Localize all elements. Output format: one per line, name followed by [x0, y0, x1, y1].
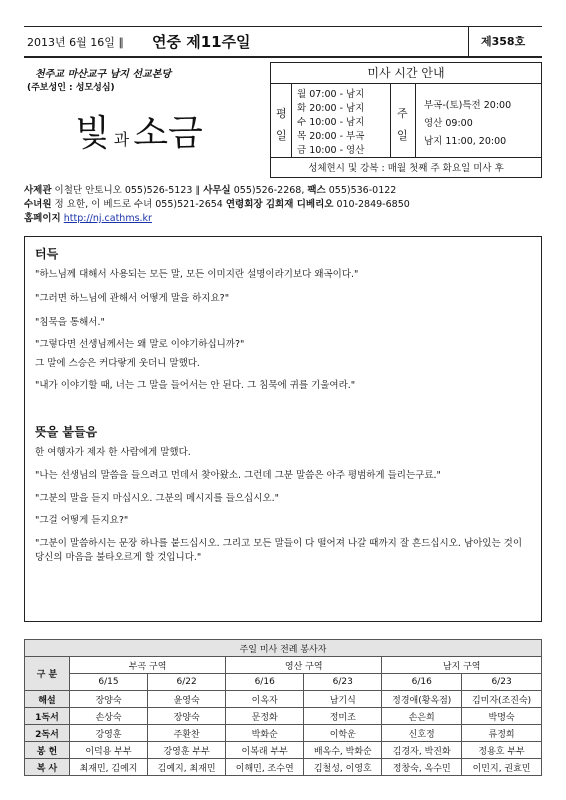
logo-word-light: 빛: [75, 113, 110, 154]
table-cell: 정용호 부부: [462, 742, 542, 759]
table-cell: 최재민, 김예지: [70, 759, 148, 776]
header-top-rule: [24, 26, 542, 27]
schedule-title: 주일 미사 전례 봉사자: [25, 640, 542, 657]
weekday-mass-item: 수 10:00 - 남지: [297, 117, 365, 128]
zone-header: 부곡 구역: [70, 657, 226, 674]
table-row: [25, 691, 542, 708]
bulletin-logo: [75, 105, 203, 156]
date-header: 6/23: [304, 674, 382, 691]
date-header: 6/16: [226, 674, 304, 691]
contact-value: 이철단 안토니오 055)526-5123 ∥: [51, 185, 204, 196]
date-header: 6/23: [462, 674, 542, 691]
table-cell: 손상숙: [70, 708, 148, 725]
contact-info: [24, 184, 410, 226]
weekday-mass-item: 화 20:00 - 남지: [297, 103, 365, 114]
table-cell: 강영훈 부부: [148, 742, 226, 759]
table-cell: 이옥자: [226, 691, 304, 708]
contact-line: [24, 184, 410, 198]
table-cell: 박화순: [226, 725, 304, 742]
article1-para: 그 말에 스승은 커다랗게 웃더니 말했다.: [35, 358, 200, 369]
division-header: 구 분: [25, 657, 70, 691]
zone-header: 남지 구역: [382, 657, 542, 674]
table-cell: 남기식: [304, 691, 382, 708]
table-cell: 문정화: [226, 708, 304, 725]
table-row: [25, 759, 542, 776]
article2-para: "그분이 말씀하시는 문장 하나를 붙드십시오. 그리고 모든 말들이 다 떨어져 나갈 때까지 잘 흔드십시오. 남아있는 것이 당신의 마음을 불타오르게 할 것입니다.": [35, 538, 523, 563]
contact-line: [24, 212, 410, 226]
role-label: 복 사: [25, 759, 70, 776]
table-cell: 배옥수, 박화순: [304, 742, 382, 759]
mass-times-title: 미사 시간 안내: [270, 62, 542, 84]
article2-para: "나는 선생님의 말씀을 들으려고 먼데서 찾아왔소. 그런데 그분 말씀은 아주 평범하게 들리는구료.": [35, 470, 441, 481]
contact-value: 055)526-2268,: [230, 185, 308, 196]
zone-header: 영산 구역: [226, 657, 382, 674]
table-row: [25, 725, 542, 742]
contact-value: 010-2849-6850: [333, 199, 410, 210]
weekday-mass-item: 목 20:00 - 부곡: [297, 131, 365, 142]
issue-divider: [468, 27, 469, 56]
table-cell: 김미자(조진숙): [462, 691, 542, 708]
sunday-mass-item: 남지 11:00, 20:00: [424, 136, 507, 147]
article1-para: "그렇다면 선생님께서는 왜 말로 이야기하십니까?": [35, 339, 245, 350]
server-schedule-table: [24, 639, 542, 776]
table-row: [25, 742, 542, 759]
liturgical-title: 연중 제11주일: [152, 33, 251, 51]
issue-date: 2013년 6월 16일 ∥: [27, 36, 124, 49]
contact-line: [24, 198, 410, 212]
homepage-link[interactable]: http://nj.cathms.kr: [63, 213, 152, 224]
contact-label: 사무실: [203, 185, 231, 196]
table-cell: 이학운: [304, 725, 382, 742]
issue-number: 제358호: [481, 35, 526, 48]
table-cell: 이복래 부부: [226, 742, 304, 759]
table-row: [25, 708, 542, 725]
table-cell: 장양숙: [148, 708, 226, 725]
table-cell: 류정희: [462, 725, 542, 742]
article2-para: "그분의 말을 듣지 마십시오. 그분의 메시지를 들으십시오.": [35, 493, 279, 504]
table-cell: 정미조: [304, 708, 382, 725]
table-cell: 김철성, 이영호: [304, 759, 382, 776]
logo-word-and: 과: [113, 130, 130, 149]
contact-label: 팩스: [307, 185, 326, 196]
article1-title: 터득: [35, 247, 59, 261]
article2-title: 뜻을 붙들음: [35, 425, 98, 439]
table-cell: 주환찬: [148, 725, 226, 742]
contact-value: 055)536-0122: [325, 185, 397, 196]
table-cell: 윤영숙: [148, 691, 226, 708]
role-label: 2독서: [25, 725, 70, 742]
adoration-notice: 성체현시 및 강복 : 매월 첫째 주 화요일 미사 후: [270, 157, 542, 178]
role-label: 해설: [25, 691, 70, 708]
contact-label: 수녀원: [24, 199, 52, 210]
weekday-label: 평일: [276, 107, 287, 142]
article1-para: "하느님께 대해서 사용되는 모든 말, 모든 이미지란 설명이라기보다 왜곡이다.": [35, 269, 359, 280]
sunday-label: 주일: [397, 107, 408, 142]
contact-label: 사제관: [24, 185, 52, 196]
patron-saint: (주보성인 : 성모성심): [27, 83, 115, 93]
article1-para: "침묵을 통해서.": [35, 317, 105, 328]
contact-label: 홈페이지: [24, 213, 61, 224]
table-cell: 장양숙: [70, 691, 148, 708]
table-cell: 손은희: [382, 708, 462, 725]
server-schedule: [24, 639, 542, 772]
article2-para: 한 여행자가 제자 한 사람에게 말했다.: [35, 447, 191, 458]
contact-label: 연령회장 김희재 디베리오: [225, 199, 334, 210]
article2-para: "그걸 어떻게 듣지요?": [35, 515, 129, 526]
table-cell: 이덕용 부부: [70, 742, 148, 759]
date-header: 6/16: [382, 674, 462, 691]
role-label: 1독서: [25, 708, 70, 725]
sunday-mass-item: 부곡-(토)특전 20:00: [424, 100, 512, 111]
table-cell: 이해민, 조수연: [226, 759, 304, 776]
role-label: 봉 헌: [25, 742, 70, 759]
date-header: 6/22: [148, 674, 226, 691]
sunday-mass-list: [424, 97, 511, 151]
table-cell: 강영훈: [70, 725, 148, 742]
contact-value: 정 요한, 이 베드로 수녀 055)521-2654: [51, 199, 226, 210]
parish-name: 천주교 마산교구 남지 선교본당: [35, 69, 172, 80]
logo-word-salt: 소금: [133, 113, 203, 154]
weekday-mass-item: 월 07:00 - 남지: [297, 89, 365, 100]
table-cell: 정경애(황옥점): [382, 691, 462, 708]
table-cell: 박명숙: [462, 708, 542, 725]
table-cell: 김예지, 최재민: [148, 759, 226, 776]
table-cell: 신호정: [382, 725, 462, 742]
date-header: 6/15: [70, 674, 148, 691]
weekday-mass-list: [297, 88, 364, 158]
sunday-mass-item: 영산 09:00: [424, 118, 473, 129]
article1-para: "그러면 하느님에 관해서 어떻게 말을 하지요?": [35, 293, 230, 304]
table-cell: 김경자, 박진화: [382, 742, 462, 759]
weekday-mass-item: 금 10:00 - 영산: [297, 145, 365, 156]
table-cell: 정창숙, 옥수민: [382, 759, 462, 776]
article1-para: "내가 이야기할 때, 너는 그 말을 들어서는 안 된다. 그 침묵에 귀를 기울여라.": [35, 380, 356, 391]
table-cell: 이민지, 권효민: [462, 759, 542, 776]
header-bottom-rule: [24, 56, 542, 58]
